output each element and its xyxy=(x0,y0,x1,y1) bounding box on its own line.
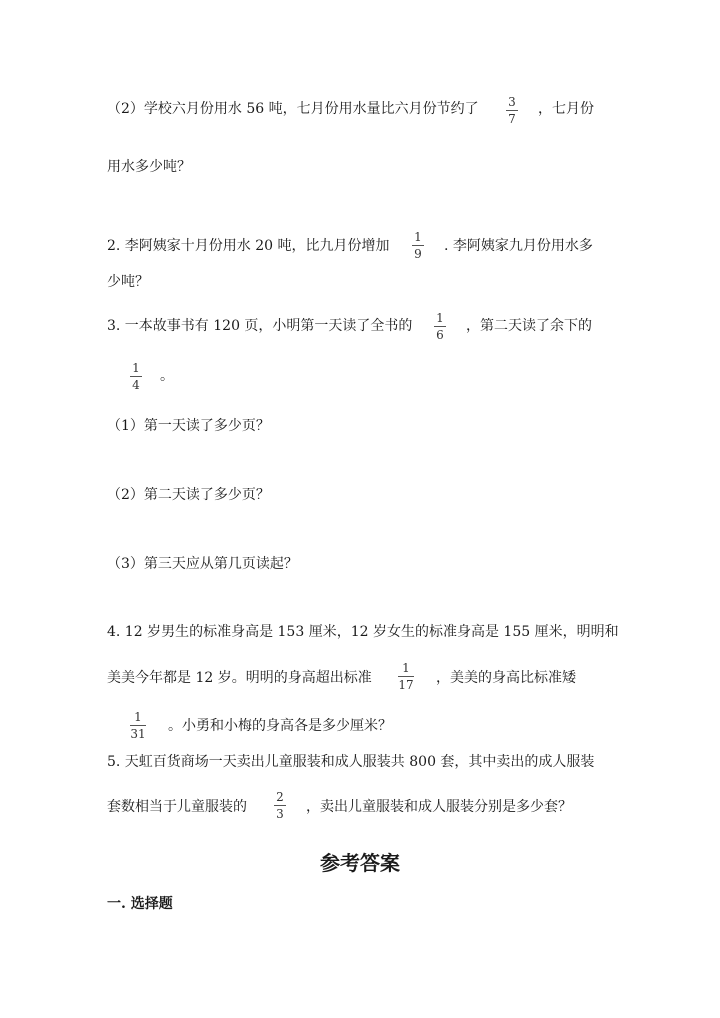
section-title: 一. 选择题 xyxy=(107,896,173,912)
fraction-numerator: 1 xyxy=(436,311,444,325)
answer-title: 参考答案 xyxy=(320,851,400,875)
fraction-denominator: 31 xyxy=(130,727,146,741)
q1-2-fraction xyxy=(506,96,518,126)
fraction-bar xyxy=(130,376,142,377)
q3-fraction-2 xyxy=(130,362,142,392)
q4-line1: 4. 12 岁男生的标准身高是 153 厘米，12 岁女生的标准身高是 155 厘米，明明和 xyxy=(107,624,619,640)
q3-sub2: （2）第二天读了多少页？ xyxy=(107,487,270,503)
fraction-numerator: 1 xyxy=(414,230,422,244)
q1-2-text-a: （2）学校六月份用水 56 吨，七月份用水量比六月份节约了 xyxy=(107,101,479,117)
fraction-denominator: 3 xyxy=(276,807,284,821)
q2-text-a: 2. 李阿姨家十月份用水 20 吨，比九月份增加 xyxy=(107,238,390,254)
q5-text-b: ，卖出儿童服装和成人服装分别是多少套？ xyxy=(306,799,572,815)
q2-text-b: . 李阿姨家九月份用水多 xyxy=(444,238,593,254)
fraction-bar xyxy=(398,676,414,677)
q3-fraction-1 xyxy=(434,312,446,342)
fraction-bar xyxy=(412,245,424,246)
fraction-denominator: 17 xyxy=(398,678,414,692)
fraction-numerator: 3 xyxy=(508,95,516,109)
q3-sub3: （3）第三天应从第几页读起？ xyxy=(107,556,298,572)
q5-text-a: 套数相当于儿童服装的 xyxy=(107,799,247,815)
q3-sub1: （1）第一天读了多少页？ xyxy=(107,418,270,434)
q1-2-line2: 用水多少吨？ xyxy=(107,159,191,175)
fraction-numerator: 2 xyxy=(276,790,284,804)
fraction-bar xyxy=(274,805,286,806)
fraction-denominator: 7 xyxy=(508,112,516,126)
fraction-numerator: 1 xyxy=(402,661,410,675)
fraction-numerator: 1 xyxy=(134,710,142,724)
q5-line1: 5. 天虹百货商场一天卖出儿童服装和成人服装共 800 套，其中卖出的成人服装 xyxy=(107,754,595,770)
fraction-bar xyxy=(506,110,518,111)
q5-fraction xyxy=(274,791,286,821)
q1-2-text-b: ，七月份 xyxy=(538,101,594,117)
fraction-denominator: 9 xyxy=(414,247,422,261)
q2-fraction xyxy=(412,231,424,261)
fraction-bar xyxy=(130,725,146,726)
q3-text-b: ，第二天读了余下的 xyxy=(466,318,592,334)
q2-line2: 少吨？ xyxy=(107,274,149,290)
fraction-denominator: 6 xyxy=(436,328,444,342)
q4-text-b: ，美美的身高比标准矮 xyxy=(436,670,576,686)
q4-text-a: 美美今年都是 12 岁。明明的身高超出标准 xyxy=(107,670,372,686)
q3-text-a: 3. 一本故事书有 120 页，小明第一天读了全书的 xyxy=(107,318,413,334)
fraction-denominator: 4 xyxy=(132,378,140,392)
q4-fraction-2 xyxy=(130,711,146,741)
q4-text-c: 。小勇和小梅的身高各是多少厘米？ xyxy=(168,718,392,734)
q3-text-c: 。 xyxy=(160,368,174,384)
fraction-numerator: 1 xyxy=(132,361,140,375)
q4-fraction-1 xyxy=(398,662,414,692)
fraction-bar xyxy=(434,326,446,327)
